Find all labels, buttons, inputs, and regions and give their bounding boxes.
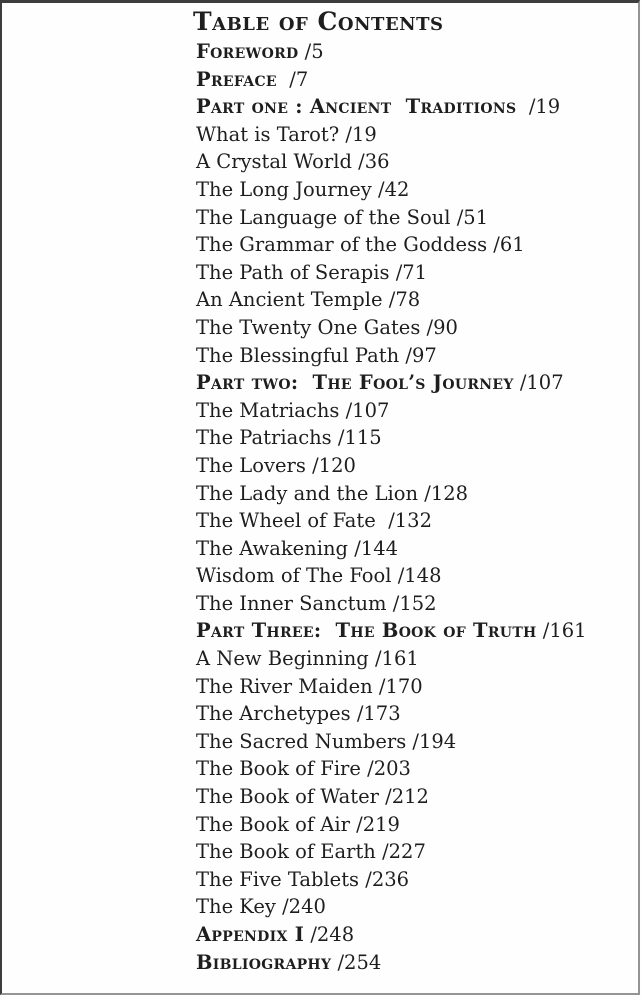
toc-entry-title: The Book of Earth (196, 840, 376, 864)
toc-entry-title: The Path of Serapis (196, 260, 390, 284)
toc-entry (196, 204, 587, 232)
toc-entry-title: The Long Journey (196, 177, 372, 201)
toc-entry-page: /36 (351, 150, 390, 174)
toc-entry-title: What is Tarot? (196, 122, 340, 146)
toc-entry-title: The Wheel of Fate (196, 509, 376, 533)
toc-entry-page: /194 (406, 729, 457, 753)
toc-entry-page: /19 (516, 95, 561, 119)
toc-entry (196, 480, 587, 508)
toc-entry (196, 755, 587, 783)
toc-entry-title: The Twenty One Gates (196, 315, 421, 339)
toc-entry (196, 893, 587, 921)
toc-entry-title: A New Beginning (196, 647, 369, 671)
toc-entry (196, 949, 587, 977)
toc-entry-title: The Sacred Numbers (196, 729, 407, 753)
toc-entry-title: Wisdom of The Fool (196, 564, 392, 588)
toc-entry-title: Bibliography (196, 950, 332, 974)
toc-entry (196, 700, 587, 728)
toc-entry-title: The Five Tablets (196, 867, 360, 891)
toc-entry (196, 424, 587, 452)
toc-entry-page: /78 (382, 288, 421, 312)
toc-entry-page: /61 (487, 233, 525, 257)
toc-entry-page: /42 (371, 177, 410, 201)
page-title: Table of Contents (193, 7, 444, 36)
toc-entry (196, 866, 587, 894)
toc-entry-page: /97 (399, 343, 437, 367)
toc-entry (196, 66, 587, 94)
toc-entry-page: /19 (339, 122, 377, 146)
toc-entry-page: /248 (304, 923, 355, 946)
toc-entry (196, 397, 587, 425)
toc-entry-title: The Key (196, 895, 276, 919)
toc-entry-title: Foreword (196, 40, 299, 63)
toc-entry (196, 314, 587, 342)
toc-entry (196, 369, 587, 397)
toc-entry-title: Appendix I (196, 923, 305, 946)
toc-entry (196, 617, 587, 645)
toc-entry (196, 590, 587, 618)
toc-entry (196, 259, 587, 287)
toc-entry (196, 535, 587, 563)
toc-entry-title: The Language of the Soul (196, 205, 451, 229)
toc-entry-page: /219 (349, 812, 400, 836)
toc-entry-title: Part two: The Fool’s Journey (196, 371, 514, 395)
toc-entry-title: A Crystal World (196, 150, 352, 174)
toc-entry (196, 286, 587, 314)
toc-entry-page: /5 (298, 40, 324, 63)
toc-entry-page: /128 (418, 481, 469, 505)
toc-entry-page: /51 (450, 205, 489, 229)
toc-entry-page: /203 (360, 757, 411, 781)
toc-entry (196, 562, 587, 590)
toc-entry (196, 342, 587, 370)
toc-entry (196, 121, 587, 149)
toc-entry-title: The Inner Sanctum (196, 591, 387, 615)
toc-entry-page: /212 (378, 785, 429, 809)
toc-entry-page: /170 (372, 674, 423, 698)
toc-entry-page: /107 (513, 371, 564, 395)
toc-entry-page: /71 (389, 260, 428, 284)
toc-entry-title: The Awakening (196, 536, 349, 560)
toc-entry (196, 507, 587, 535)
toc-entry-title: The Book of Fire (196, 757, 361, 781)
toc-entry-page: /7 (276, 67, 309, 91)
toc-entry-title: The Patriachs (196, 426, 332, 450)
toc-entry-title: The Book of Air (196, 812, 350, 836)
toc-entry-title: Preface (196, 67, 277, 91)
toc-entry-title: The Grammar of the Goddess (196, 233, 488, 257)
toc-entry-page: /132 (375, 509, 432, 533)
toc-entry-title: The Lady and the Lion (196, 481, 419, 505)
toc-entry-title: The River Maiden (196, 674, 373, 698)
toc-entry-page: /144 (348, 536, 399, 560)
toc-entry (196, 921, 587, 949)
toc-entry (196, 728, 587, 756)
toc-entry (196, 783, 587, 811)
toc-entry-title: Part one : Ancient Traditions (196, 95, 517, 119)
toc-entry (196, 176, 587, 204)
toc-entry-page: /161 (536, 619, 587, 643)
toc-entry-page: /148 (391, 564, 442, 588)
toc-list (196, 38, 587, 976)
toc-entry-title: The Book of Water (196, 785, 379, 809)
toc-entry-page: /152 (386, 591, 437, 615)
toc-entry-page: /173 (350, 702, 401, 726)
toc-entry (196, 645, 587, 673)
toc-entry-page: /90 (420, 315, 458, 339)
toc-entry (196, 148, 587, 176)
toc-entry-page: /161 (368, 647, 419, 671)
toc-entry-page: /254 (331, 950, 382, 974)
toc-entry-title: The Lovers (196, 453, 306, 477)
toc-entry (196, 811, 587, 839)
toc-entry-title: The Matriachs (196, 398, 340, 422)
toc-entry-title: Part Three: The Book of Truth (196, 619, 537, 643)
toc-entry (196, 452, 587, 480)
toc-entry-page: /120 (305, 453, 356, 477)
toc-entry (196, 38, 587, 66)
toc-entry (196, 673, 587, 701)
toc-entry-title: An Ancient Temple (196, 288, 383, 312)
toc-entry-title: The Blessingful Path (196, 343, 400, 367)
toc-entry-page: /236 (359, 867, 410, 891)
toc-entry-page: /115 (331, 426, 382, 450)
toc-content (193, 5, 587, 976)
toc-entry (196, 93, 587, 121)
toc-entry-page: /107 (339, 398, 390, 422)
toc-entry-page: /240 (275, 895, 326, 919)
toc-entry (196, 838, 587, 866)
toc-entry-title: The Archetypes (196, 702, 351, 726)
toc-entry (196, 231, 587, 259)
toc-entry-page: /227 (375, 840, 426, 864)
